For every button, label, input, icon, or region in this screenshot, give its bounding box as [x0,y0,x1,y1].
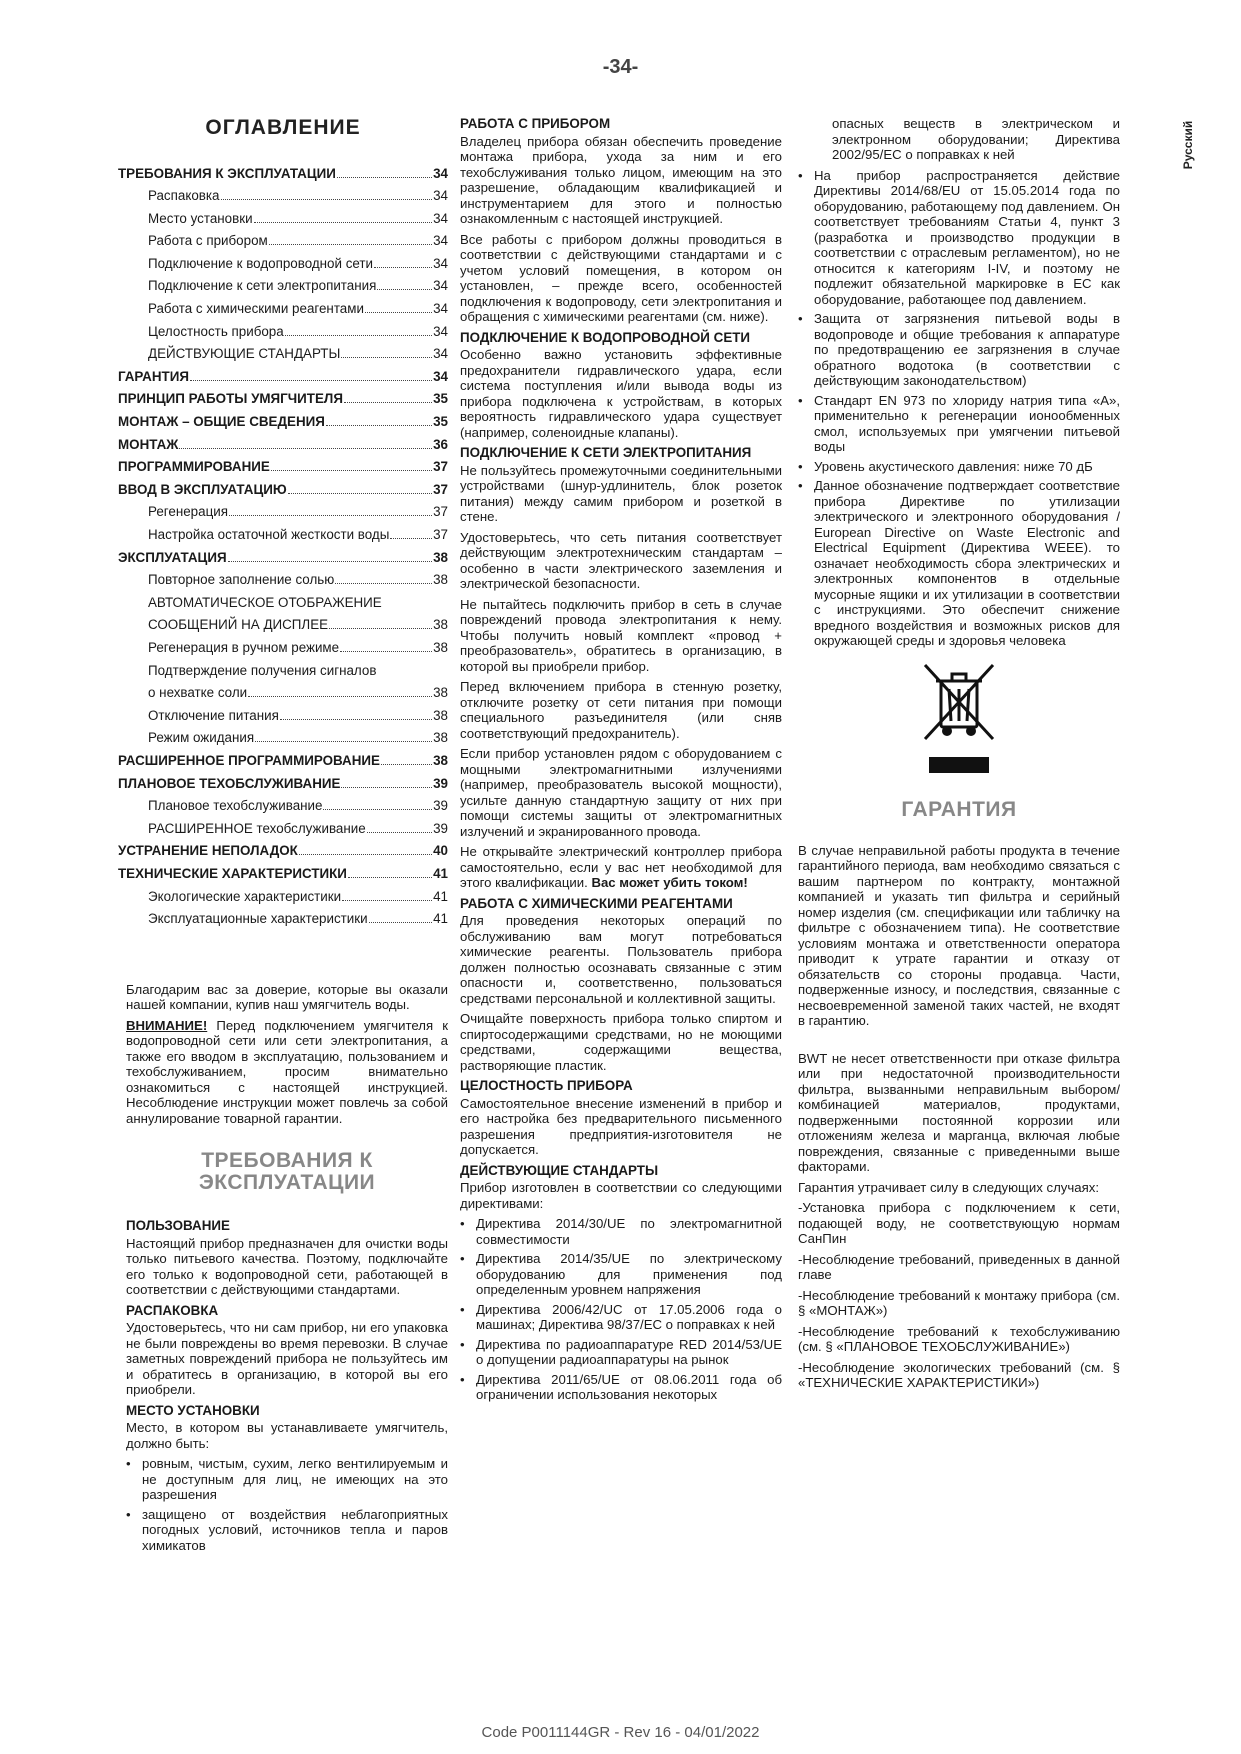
toc-entry-label: МОНТАЖ [118,436,179,452]
language-tab [1178,118,1198,178]
toc-entry-label: АВТОМАТИЧЕСКОЕ ОТОБРАЖЕНИЕ [148,594,382,610]
power-paragraph: Если прибор установлен рядом с оборудованием с мощными электромагнитными излучениями (например, преобразователь высокой мощности), усильте данную стандартную защиту от них при помощи системы защиты от электромагнитных излучений и экранированного провода. [460,746,782,839]
unpacking-heading: РАСПАКОВКА [126,1302,219,1318]
toc-dot-leader [254,222,433,223]
warranty-case: -Несоблюдение требований к техобслуживанию (см. § «ПЛАНОВОЕ ТЕХОБСЛУЖИВАНИЕ») [798,1323,1120,1354]
toc-entry[interactable] [118,776,448,799]
toc-entry[interactable] [118,550,448,573]
warranty-title: ГАРАНТИЯ [901,797,1017,821]
toc-entry[interactable] [118,414,448,437]
document-code: Code P0011144GR - Rev 16 - 04/01/2022 [481,1724,760,1741]
toc-entry[interactable] [118,278,448,301]
toc-dot-leader [221,199,433,200]
column-right [798,116,1120,1396]
list-item: • Директива 2014/35/UE по электрическому оборудованию для применения под определенным уровнем напряжения [460,1251,782,1297]
language-label: Русский [1181,120,1195,170]
work-paragraph: Владелец прибора обязан обеспечить проведение монтажа прибора, ухода за ним и его техобслуживания только лицом, имеющим на это разрешение, обладающим квалификацией и инструментарием для этого и полностью ознакомленным с настоящей инструкцией. [460,133,782,226]
crossed-bin-icon [919,661,999,743]
toc-dot-leader [329,628,432,629]
toc-entry[interactable] [118,166,448,189]
weee-bar [929,757,989,773]
list-item: • На прибор распространяется действие Директивы 2014/68/EU от 15.05.2014 года по оборудованию, работающему под давлением. Он соответствует требованиям Статьи 4, пункт 3 (разработка и производство продукции в соответствии с отраслевым регламентом), но не относится к категориям I-IV, и поэтому не подлежит обязательной маркировке в ЕС как оборудование, работающее под давлением. [798,167,1120,307]
toc-entry-label: Распаковка [148,188,220,204]
toc-dot-leader [340,651,432,652]
toc-entry-label: ТРЕБОВАНИЯ К ЭКСПЛУАТАЦИИ [118,165,336,181]
work-heading: РАБОТА С ПРИБОРОМ [460,116,611,131]
toc-entry[interactable] [118,730,448,753]
shock-warning: Вас может убить током! [591,875,748,890]
toc-entry-label: ДЕЙСТВУЮЩИЕ СТАНДАРТЫ [148,346,341,362]
toc-dot-leader [377,289,432,290]
warning-text: Перед подключением умягчителя к водопроводной сети или сети электропитания, а также его вводом в эксплуатацию, пользованием и техобслуживанием, просим внимательно ознакомиться с настоящей инструкцией. Несоблюдение инструкции может повлечь за собой аннулирование товарной гарантии. [126,1017,448,1126]
toc-entry-page: 40 [433,843,448,859]
toc-entry[interactable] [118,708,448,731]
toc-entry-page: 34 [433,278,448,294]
toc-entry-page: 38 [433,639,448,655]
list-item: • Директива 2006/42/UC от 17.05.2006 года о машинах; Директива 98/37/EC о поправках к ней [460,1301,782,1332]
list-item: • Данное обозначение подтверждает соответствие прибора Директиве по утилизации электрического и электронного оборудования / European Directive on Waste Electronic and Electrical Equipment (Директива WEEE). то означает необходимость сбора электрических и электронных компонентов в отдельные мусорные ящики и их утилизации в соответствии с инструкциями. Это обеспечит снижение вредного воздействия и возможных рисков для окружающей среды и здоровья человека [798,478,1120,648]
toc-entry-page: 38 [433,752,448,768]
toc-entry-page: 34 [433,323,448,339]
usage-heading: ПОЛЬЗОВАНИЕ [126,1218,230,1234]
toc-entry-page: 38 [433,617,448,633]
toc-entry-page: 34 [433,233,448,249]
power-paragraph: Удостоверьтесь, что сеть питания соответствует действующим электротехническим стандартам – особенно в части электрического заземления и электрической безопасности. [460,529,782,591]
toc-entry-page: 37 [433,504,448,520]
toc-entry-label: Повторное заполнение солью [148,572,335,588]
toc-entry-page: 35 [433,414,448,430]
toc-entry[interactable] [118,866,448,889]
work-paragraph: Все работы с прибором должны проводиться в соответствии с действующими стандартами и с учетом условий помещения, в котором он установлен, – прежде всего, особенностей подключения к водопроводу, сети электропитания и обращения с химическими реагентами (см. ниже). [460,231,782,324]
toc-entry[interactable] [118,843,448,866]
toc-dot-leader [323,809,432,810]
toc-entry[interactable] [118,482,448,505]
toc-entry-page: 37 [433,527,448,542]
toc-entry-label: ПРОГРАММИРОВАНИЕ [118,459,270,475]
toc-dot-leader [342,900,432,901]
warranty-paragraph: В случае неправильной работы продукта в течение гарантийного периода, вам необходимо связаться с вашим партнером по контракту, монтажной компанией и указать тип фильтра и серийный номер изделия (см. спецификации или табличку на фильтре с обозначением типа). Не соответствие условиям монтажа и ответственности оператора приводит к утрате гарантии и отказу от обязательств со стороны продавца. Части, подверженные износу, и последствия, связанные с несвоевременной заменой таких частей, не входят в гарантию. [798,842,1120,1028]
toc-dot-leader [344,402,432,403]
toc-entry-label: ПРИНЦИП РАБОТЫ УМЯГЧИТЕЛЯ [118,391,343,407]
list-item: • Директива 2014/30/UE по электромагнитной совместимости [460,1216,782,1247]
toc-entry-label: Место установки [148,210,253,226]
location-heading: МЕСТО УСТАНОВКИ [126,1402,260,1418]
toc-entry-label: ПЛАНОВОЕ ТЕХОБСЛУЖИВАНИЕ [118,775,341,791]
toc-entry-page: 38 [433,685,448,701]
column-middle [460,116,782,1407]
requirements-title-line1: ТРЕБОВАНИЯ К [201,1149,373,1173]
toc-entry[interactable] [118,391,448,414]
toc-entry-page: 34 [433,255,448,271]
toc-entry-label: Настройка остаточной жесткости воды [148,527,390,542]
intro-thanks: Благодарим вас за доверие, которые вы оказали нашей компании, купив наш умягчитель воды. [126,981,448,1013]
toc-entry-page: 34 [433,165,448,181]
toc-dot-leader [280,719,432,720]
water-heading: ПОДКЛЮЧЕНИЕ К ВОДОПРОВОДНОЙ СЕТИ [460,329,751,345]
list-item: • Защита от загрязнения питьевой воды в водопроводе и общие требования к аппаратуре по предотвращению ее загрязнения в случае обратного водотока (в соответствии с действующим законодательством) [798,311,1120,388]
toc-entry-page: 38 [433,730,448,746]
toc-entry-label: Работа с прибором [148,233,268,249]
toc-entry-label: РАСШИРЕННОЕ техобслуживание [148,820,366,836]
toc-entry[interactable] [118,459,448,482]
toc-entry-page: 37 [433,459,448,475]
toc-entry-label: Экологические характеристики [148,888,342,904]
toc-dot-leader [341,357,432,358]
standards-heading: ДЕЙСТВУЮЩИЕ СТАНДАРТЫ [460,1162,659,1178]
toc-entry-label: РАСШИРЕННОЕ ПРОГРАММИРОВАНИЕ [118,752,380,768]
list-item: • Уровень акустического давления: ниже 70 дБ [798,458,1093,474]
toc-entry-label: ТЕХНИЧЕСКИЕ ХАРАКТЕРИСТИКИ [118,865,347,881]
toc-dot-leader [179,448,432,449]
weee-symbol [798,661,1120,773]
table-of-contents [118,166,448,934]
warning-label: ВНИМАНИЕ! [126,1017,208,1033]
water-paragraph: Особенно важно установить эффективные предохранители гидравлического удара, если система поступления и/или вывода воды из прибора подключена к устройствам, в которых вероятность гидравлического удара существует (например, соленоидные клапаны). [460,347,782,440]
toc-dot-leader [229,515,432,516]
column-left [118,116,448,1557]
toc-dot-leader [269,244,432,245]
list-item: • Стандарт EN 973 по хлориду натрия типа «А», применительно к регенерации ионообменных смол, используемых при умягчении питьевой воды [798,392,1120,454]
toc-entry[interactable] [118,324,448,347]
power-paragraph: Не пользуйтесь промежуточными соединительными устройствами (шнур-удлинитель, блок розеток питания) между самим прибором и розеткой в стене. [460,462,782,524]
power-paragraph: Не открывайте электрический контроллер прибора самостоятельно, если у вас нет необходимой для этого квалификации. Вас может убить током! [460,844,782,890]
toc-entry-label: Эксплуатационные характеристики [148,911,368,927]
toc-entry-label: МОНТАЖ – ОБЩИЕ СВЕДЕНИЯ [118,414,325,430]
toc-entry-label: Целостность прибора [148,323,284,339]
warranty-paragraph: BWT не несет ответственности при отказе фильтра или при недостаточной производительности фильтра, вызванными неправильным выбором/комбинацией материалов, продуктами, подверженными постоянной коррозии или отложениям железа и марганца, включая любые повреждения, связанные с приведенными выше факторами. [798,1050,1120,1174]
toc-entry-label: Работа с химическими реагентами [148,301,364,317]
toc-entry-label: Режим ожидания [148,730,255,746]
toc-entry-page: 39 [433,775,448,791]
power-paragraph: Не пытайтесь подключить прибор в сеть в случае повреждений провода электропитания к нему. Чтобы получить новый комплект «провод + преобразователь», обратитесь в организацию, в которой вы приобрели прибор. [460,596,782,674]
toc-entry-page: 38 [433,707,448,723]
toc-entry[interactable] [118,595,448,618]
toc-entry[interactable] [118,527,448,550]
toc-entry[interactable] [118,821,448,844]
requirements-title-line2: ЭКСПЛУАТАЦИИ [198,1171,376,1195]
toc-dot-leader [374,267,432,268]
toc-entry-label: Подключение к водопроводной сети [148,255,374,271]
location-text: Место, в котором вы устанавливаете умягчитель, должно быть: [126,1420,448,1451]
toc-entry[interactable] [118,256,448,279]
toc-entry[interactable] [118,753,448,776]
toc-entry-page: 34 [433,301,448,317]
toc-entry[interactable] [118,617,448,640]
usage-text: Настоящий прибор предназначен для очистки воды только питьевого качества. Поэтому, подключайте его только к водопроводной сети, работающей в соответствии с действующими стандартами. [126,1235,448,1298]
toc-dot-leader [367,832,432,833]
toc-entry[interactable] [118,685,448,708]
warranty-case: -Установка прибора с подключением к сети, подающей воду, не соответствующую нормам СанПин [798,1200,1120,1246]
toc-entry[interactable] [118,369,448,392]
toc-entry[interactable] [118,640,448,663]
toc-entry[interactable] [118,798,448,821]
power-heading: ПОДКЛЮЧЕНИЕ К СЕТИ ЭЛЕКТРОПИТАНИЯ [460,445,752,460]
page-number: -34- [602,56,639,78]
list-item: • Директива по радиоаппаратуре RED 2014/53/UE о допущении радиоаппаратуры на рынок [460,1336,782,1367]
toc-entry-page: 41 [433,865,448,881]
toc-entry-page: 36 [433,436,448,452]
toc-entry-label: СООБЩЕНИЙ НА ДИСПЛЕЕ [148,617,329,633]
toc-entry[interactable] [118,504,448,527]
toc-dot-leader [271,470,432,471]
toc-entry[interactable] [118,233,448,256]
unpacking-text: Удостоверьтесь, что ни сам прибор, ни его упаковка не были повреждены во время перевозки. В случае заметных повреждений прибора не пользуйтесь им и обратитесь в организацию, в которой вы его приобрели. [126,1320,448,1398]
toc-entry-label: Подтверждение получения сигналов [148,662,377,678]
toc-entry-page: 34 [433,368,448,384]
toc-entry-label: УСТРАНЕНИЕ НЕПОЛАДОК [118,843,298,859]
intro-warning [126,1018,448,1127]
toc-entry-page: 39 [433,798,448,814]
toc-entry-label: ЭКСПЛУАТАЦИЯ [118,549,227,565]
toc-entry-page: 41 [433,888,448,904]
chem-heading: РАБОТА С ХИМИЧЕСКИМИ РЕАГЕНТАМИ [460,895,733,911]
toc-entry[interactable] [118,889,448,912]
requirements-title [126,1150,448,1194]
warranty-paragraph: Гарантия утрачивает силу в следующих случаях: [798,1179,1099,1195]
toc-entry-page: 35 [433,391,448,407]
toc-dot-leader [335,583,432,584]
toc-entry[interactable] [118,572,448,595]
toc-dot-leader [337,177,432,178]
toc-dot-leader [369,922,432,923]
continued-text: опасных веществ в электрическом и электронном оборудовании; Директива 2002/95/EC о поправках к ней [832,116,1120,162]
toc-dot-leader [381,764,432,765]
toc-entry-label: ВВОД В ЭКСПЛУАТАЦИЮ [118,481,287,497]
toc-entry[interactable] [118,346,448,369]
toc-entry-page: 37 [433,481,448,497]
toc-dot-leader [228,561,433,562]
toc-entry[interactable] [118,301,448,324]
toc-entry-page: 38 [433,549,448,565]
toc-entry-page: 38 [433,572,448,588]
toc-title: ОГЛАВЛЕНИЕ [205,116,361,139]
toc-dot-leader [341,787,432,788]
warranty-case: -Несоблюдение требований к монтажу прибора (см. § «МОНТАЖ») [798,1287,1120,1318]
integrity-heading: ЦЕЛОСТНОСТЬ ПРИБОРА [460,1078,633,1093]
toc-entry-label: Подключение к сети электропитания [148,278,377,294]
power-paragraph: Перед включением прибора в стенную розетку, отключите розетку от сети питания при помощи специального разъединителя (или сняв соответствующий предохранитель). [460,679,782,741]
toc-entry-page: 34 [433,346,448,362]
toc-entry-page: 34 [433,210,448,226]
standards-intro: Прибор изготовлен в соответствии со следующими директивами: [460,1180,782,1211]
toc-dot-leader [288,493,432,494]
toc-dot-leader [248,696,432,697]
chem-paragraph: Очищайте поверхность прибора только спиртом и спиртосодержащими средствами, но не моющими средствами, содержащими вещества, растворяющие пластик. [460,1011,782,1073]
warranty-case: -Несоблюдение экологических требований (см. § «ТЕХНИЧЕСКИЕ ХАРАКТЕРИСТИКИ») [798,1359,1120,1390]
toc-entry-label: о нехватке соли [148,685,248,701]
intro-block [118,982,448,1554]
toc-entry-page: 34 [433,188,448,204]
toc-dot-leader [348,877,432,878]
list-item: • защищено от воздействия неблагоприятных погодных условий, источников тепла и паров химикатов [126,1506,448,1553]
toc-dot-leader [285,335,432,336]
toc-dot-leader [326,425,432,426]
toc-entry-page: 39 [433,820,448,836]
toc-dot-leader [255,741,432,742]
toc-entry-label: Регенерация в ручном режиме [148,639,340,655]
toc-entry-page: 41 [433,911,448,927]
chem-paragraph: Для проведения некоторых операций по обслуживанию вам могут потребоваться химические реагенты. Пользователь прибора должен полностью осознавать связанные с этим опасности и, соответственно, пользоваться средствами персональной и коллективной защиты. [460,913,782,1006]
toc-dot-leader [365,312,432,313]
toc-entry-label: ГАРАНТИЯ [118,368,189,384]
toc-entry[interactable] [118,211,448,234]
toc-entry-label: Плановое техобслуживание [148,798,323,814]
list-item: • ровным, чистым, сухим, легко вентилируемым и не доступным для лиц, не имеющих на это разрешения [126,1456,448,1503]
list-item: • Директива 2011/65/UE от 08.06.2011 года об ограничении использования некоторых [460,1371,782,1402]
toc-entry[interactable] [118,911,448,934]
toc-dot-leader [390,538,432,539]
toc-entry[interactable] [118,188,448,211]
toc-entry-label: Отключение питания [148,707,279,723]
warranty-case: -Несоблюдение требований, приведенных в данной главе [798,1251,1120,1282]
toc-entry[interactable] [118,437,448,460]
integrity-paragraph: Самостоятельное внесение изменений в прибор и его настройка без предварительного письменного разрешения предприятия-изготовителя не допускается. [460,1095,782,1157]
toc-dot-leader [299,854,432,855]
toc-dot-leader [190,380,432,381]
toc-entry[interactable] [118,663,448,686]
toc-entry-label: Регенерация [148,504,228,520]
